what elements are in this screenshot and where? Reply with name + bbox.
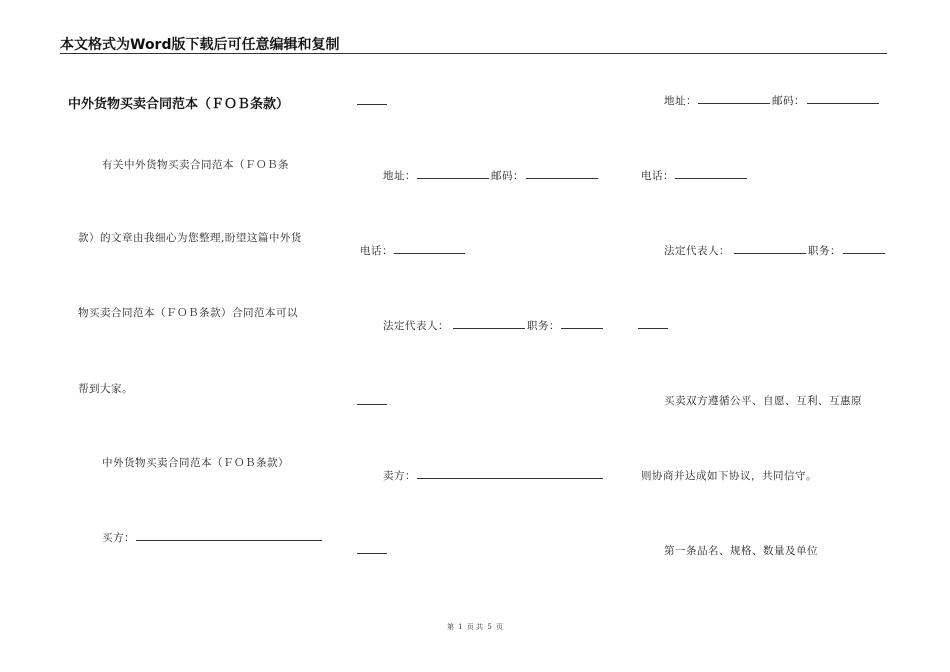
seller-legal-rep-blank <box>734 253 806 254</box>
intro-line-3: 物买卖合同范本（ＦＯＢ条款）合同范本可以 <box>78 307 298 319</box>
principle-line-2: 则协商并达成如下协议，共同信守。 <box>641 470 817 482</box>
seller-position-blank <box>843 253 885 254</box>
intro-line-2: 款）的文章由我细心为您整理,盼望这篇中外货 <box>78 232 302 244</box>
seller-phone-blank <box>675 178 747 179</box>
seller-position-label: 职务： <box>808 245 841 257</box>
article-1-heading: 第一条品名、规格、数量及单位 <box>664 545 818 557</box>
seller-legal-rep-label: 法定代表人： <box>664 245 730 257</box>
seller-postcode-blank <box>807 103 879 104</box>
seller-phone-label: 电话： <box>641 170 674 182</box>
buyer-legal-rep-blank <box>453 328 525 329</box>
blank-line <box>357 553 387 554</box>
seller-blank <box>417 478 603 479</box>
footer-suffix: 页 <box>496 623 504 631</box>
document-title: 中外货物买卖合同范本（ＦＯＢ条款） <box>68 97 290 112</box>
seller-postcode-label: 邮码： <box>772 95 805 107</box>
buyer-label: 买方： <box>102 532 135 544</box>
buyer-legal-rep-label: 法定代表人： <box>383 320 449 332</box>
blank-line <box>357 404 387 405</box>
buyer-position-blank <box>561 328 603 329</box>
seller-label: 卖方： <box>383 470 416 482</box>
header-title: 本文格式为Word版下载后可任意编辑和复制 <box>60 37 340 53</box>
buyer-postcode-label: 邮码： <box>491 170 524 182</box>
intro-line-1: 有关中外货物买卖合同范本（ＦＯＢ条 <box>102 159 289 171</box>
current-page-number: 1 <box>458 623 463 631</box>
buyer-blank <box>136 540 322 541</box>
header-divider <box>60 53 887 54</box>
buyer-address-label: 地址： <box>383 170 416 182</box>
footer-mid: 页 共 <box>466 623 484 631</box>
blank-line <box>357 104 387 105</box>
buyer-position-label: 职务： <box>527 320 560 332</box>
footer-prefix: 第 <box>446 623 454 631</box>
blank-line <box>638 328 668 329</box>
buyer-phone-blank <box>394 253 465 254</box>
total-page-number: 5 <box>487 623 492 631</box>
principle-line-1: 买卖双方遵循公平、自愿、互利、互惠原 <box>664 395 862 407</box>
intro-line-4: 帮到大家。 <box>78 383 133 395</box>
page-footer <box>0 622 950 632</box>
contract-subtitle: 中外货物买卖合同范本（ＦＯＢ条款） <box>102 457 289 469</box>
buyer-postcode-blank <box>526 178 598 179</box>
seller-address-blank <box>698 103 770 104</box>
buyer-address-blank <box>417 178 489 179</box>
seller-address-label: 地址： <box>664 95 697 107</box>
buyer-phone-label: 电话： <box>360 245 393 257</box>
